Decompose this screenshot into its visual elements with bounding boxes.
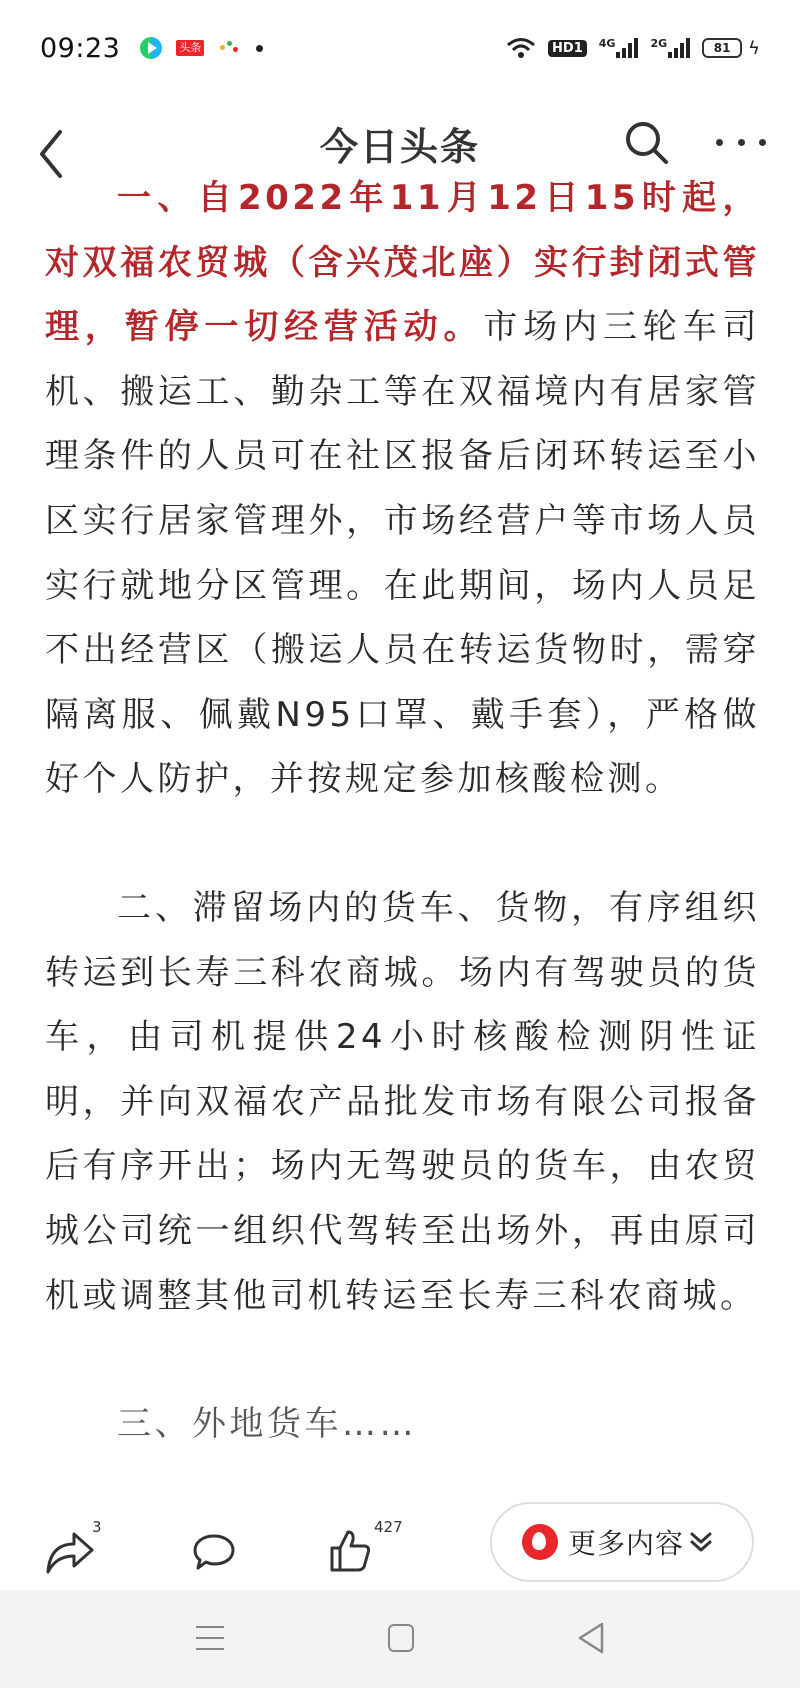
home-icon[interactable] — [388, 1624, 414, 1652]
video-app-icon — [140, 37, 162, 59]
net1-label: 4G — [598, 37, 616, 50]
system-icons — [506, 36, 760, 60]
net2-label: 2G — [650, 37, 668, 50]
menu-icon[interactable] — [196, 1626, 224, 1650]
like-icon[interactable] — [328, 1528, 372, 1574]
article-body — [45, 166, 760, 1506]
article-paragraph-3: 三、外地货车…… — [117, 1404, 417, 1445]
more-options-icon[interactable] — [716, 136, 766, 148]
signal-4g-icon — [599, 38, 639, 58]
signal-2g-icon — [650, 38, 690, 58]
article-paragraph-1 — [45, 166, 760, 812]
article-paragraph-2: 二、滞留场内的货车、货物，有序组织转运到长寿三科农商城。场内有驾驶员的货车，由司机提供24小时核酸检测阴性证明，并向双福农产品批发市场有限公司报备后有序开出；场内无驾驶员的货车，由农贸城公司统一组织代驾转至出场外，再由原司机或调整其他司机转运至长寿三科农商城。 — [45, 887, 760, 1316]
share-count: 3 — [92, 1518, 102, 1536]
wifi-icon — [506, 36, 536, 60]
chevron-down-icon — [688, 1529, 714, 1555]
article-paragraph-1-rest: 市场内三轮车司机、搬运工、勤杂工等在双福境内有居家管理条件的人员可在社区报备后闭环转运至小区实行居家管理外，市场经营户等市场人员实行就地分区管理。在此期间，场内人员足不出经营区（搬运人员在转运货物时，需穿隔离服、佩戴N95口罩、戴手套），严格做好个人防护，并按规定参加核酸检测。 — [45, 307, 760, 800]
search-icon[interactable] — [622, 118, 670, 166]
nav-back-icon[interactable] — [576, 1620, 606, 1656]
charging-icon: ϟ — [748, 37, 760, 59]
hd-badge: HD1 — [548, 40, 587, 57]
fire-icon — [522, 1524, 558, 1560]
battery-icon: 81 — [702, 38, 742, 58]
action-bar — [0, 1500, 800, 1590]
page-title: 今日头条 — [319, 125, 480, 169]
article-highlight: 一、自2022年11月12日15时起，对双福农贸城（含兴茂北座）实行封闭式管理，暂停一切经营活动。 — [45, 178, 760, 348]
status-time: 09:23 — [40, 32, 121, 64]
share-icon[interactable] — [44, 1530, 96, 1576]
like-count: 427 — [374, 1518, 403, 1536]
system-navigation-bar — [0, 1590, 800, 1688]
leaf-app-icon — [218, 39, 242, 57]
toutiao-app-icon: 头条 — [176, 40, 204, 56]
notification-icons — [140, 37, 263, 59]
status-bar — [0, 0, 800, 96]
more-content-label: 更多内容 — [568, 1527, 685, 1560]
more-content-button[interactable] — [490, 1502, 754, 1582]
more-notifications-dot-icon — [256, 45, 263, 52]
comment-icon[interactable] — [192, 1532, 236, 1572]
